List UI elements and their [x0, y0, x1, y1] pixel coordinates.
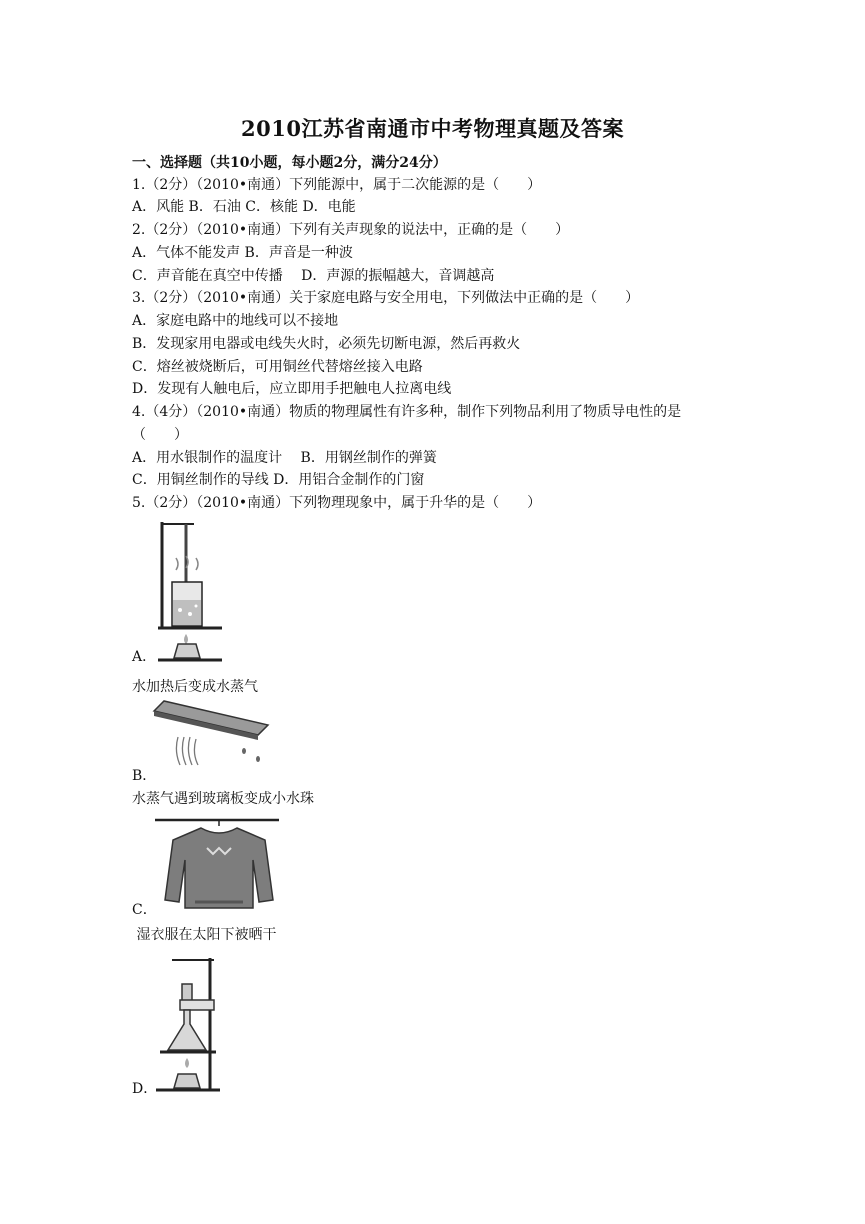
question-4-options-2: C．用铜丝制作的导线 D．用铝合金制作的门窗 — [132, 472, 425, 488]
question-3-stem: 3.（2分）（2010•南通）关于家庭电路与安全用电，下列做法中正确的是（ ） — [132, 290, 640, 306]
question-4-stem-cont: （ ） — [132, 427, 188, 443]
beaker-heating-icon — [150, 520, 230, 662]
question-2-stem: 2.（2分）（2010•南通）下列有关声现象的说法中，正确的是（ ） — [132, 222, 570, 238]
question-5-option-c-letter: C． — [132, 902, 157, 918]
question-4-options-1: A．用水银制作的温度计 B．用钢丝制作的弹簧 — [132, 450, 437, 466]
question-5-option-b-letter: B． — [132, 768, 157, 784]
question-3-option-c: C．熔丝被烧断后，可用铜丝代替熔丝接入电路 — [132, 359, 423, 375]
question-3-option-a: A．家庭电路中的地线可以不接地 — [132, 313, 339, 329]
question-1-options: A．风能 B．石油 C．核能 D．电能 — [132, 199, 356, 215]
question-4-stem: 4.（4分）（2010•南通）物质的物理属性有许多种，制作下列物品利用了物质导电性的是 — [132, 404, 682, 420]
question-5-option-a-letter: A． — [132, 649, 157, 665]
question-1-stem: 1.（2分）（2010•南通）下列能源中，属于二次能源的是（ ） — [132, 177, 542, 193]
question-3-option-b: B．发现家用电器或电线失火时，必须先切断电源，然后再救火 — [132, 336, 521, 352]
section-heading: 一、选择题（共10小题，每小题2分，满分24分） — [132, 155, 447, 171]
question-5-option-d-letter: D． — [132, 1081, 158, 1097]
flask-heating-icon — [150, 952, 230, 1094]
glass-plate-icon — [150, 697, 272, 773]
sweater-icon — [155, 814, 279, 914]
question-5-stem: 5.（2分）（2010•南通）下列物理现象中，属于升华的是（ ） — [132, 495, 542, 511]
question-2-options-2: C．声音能在真空中传播 D．声源的振幅越大，音调越高 — [132, 268, 495, 284]
question-2-options-1: A．气体不能发声 B．声音是一种波 — [132, 245, 353, 261]
question-5-option-c-caption: 湿衣服在太阳下被晒干 — [132, 927, 277, 943]
question-3-option-d: D．发现有人触电后，应立即用手把触电人拉离电线 — [132, 381, 452, 397]
question-5-option-a-caption: 水加热后变成水蒸气 — [132, 679, 258, 695]
page-title: 2010江苏省南通市中考物理真题及答案 — [241, 116, 624, 141]
question-5-option-b-caption: 水蒸气遇到玻璃板变成小水珠 — [132, 791, 314, 807]
